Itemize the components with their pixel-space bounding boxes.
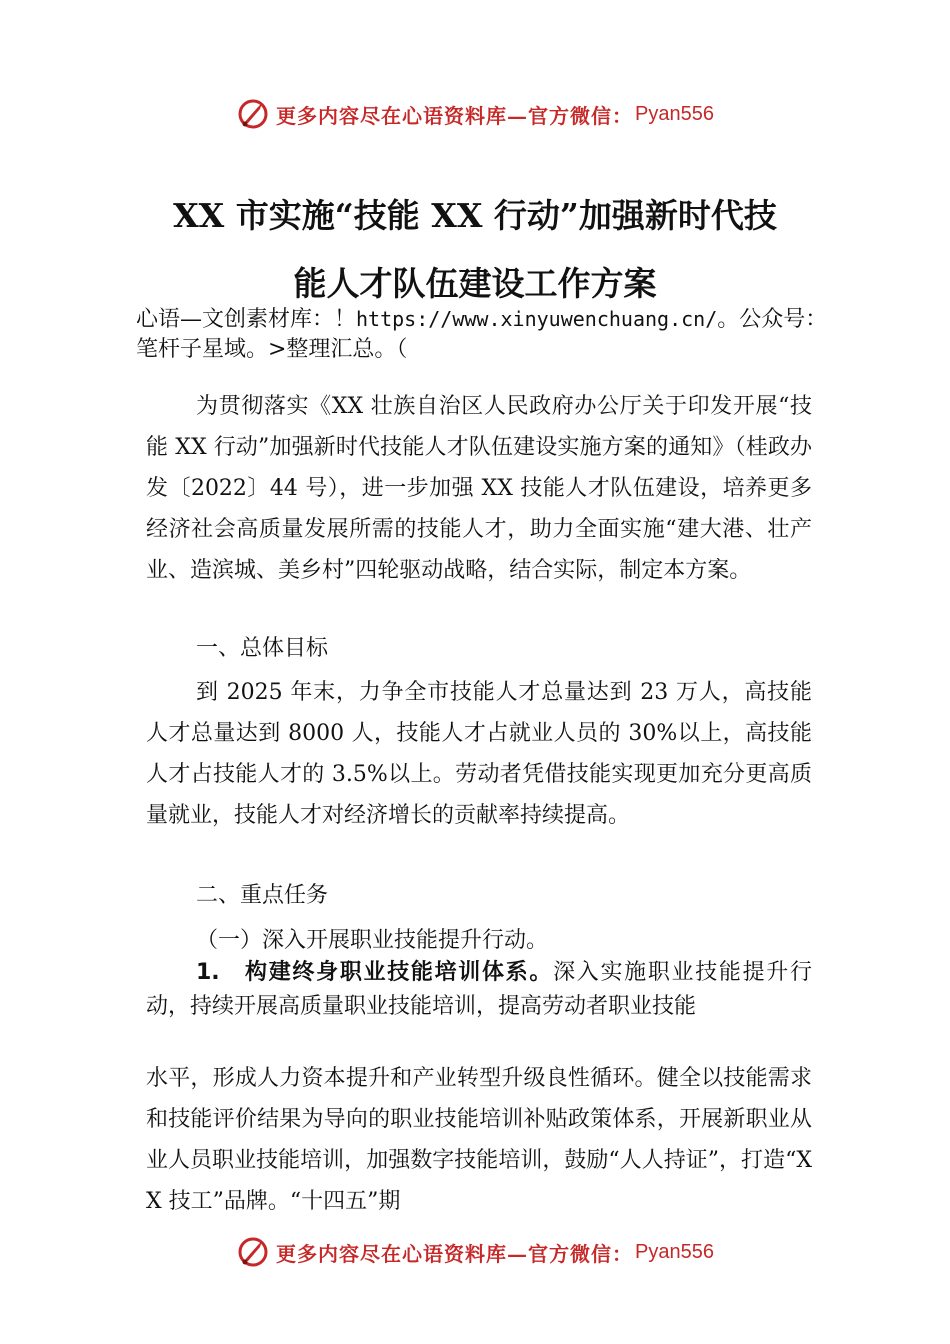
source-url[interactable]: https://www.xinyuwenchuang.cn/ — [356, 307, 718, 331]
banner-text: 更多内容尽在心语资料库—官方微信： — [276, 103, 634, 128]
banner-wechat-id: Pyan556 — [635, 1240, 714, 1263]
subsection-heading-1: （一）深入开展职业技能提升行动。 — [196, 928, 549, 953]
section-heading-overall-goal: 一、总体目标 — [196, 636, 329, 661]
paragraph-task-1-continued: 水平，形成人力资本提升和产业转型升级良性循环。健全以技能需求和技能评价结果为导向的职业技能培训补贴政策体系，开展新职业从业人员职业技能培训，加强数字技能培训，鼓励“人人持证”，打造“XX 技工”品牌。“十四五”期 — [146, 1066, 812, 1214]
task-1-lead: 1. 构建终身职业技能培训体系。 — [196, 960, 554, 985]
paragraph-goal: 到 2025 年末，力争全市技能人才总量达到 23 万人，高技能人才总量达到 8000 人，技能人才占就业人员的 30%以上，高技能人才占技能人才的 3.5%以上。劳动者凭借技能实现更加充分更高质量就业，技能人才对经济增长的贡献率持续提高。 — [146, 680, 812, 828]
paragraph-task-1 — [146, 956, 812, 1024]
banner-text: 更多内容尽在心语资料库—官方微信： — [276, 1241, 634, 1266]
banner-wechat-id: Pyan556 — [635, 102, 714, 125]
task-1-text: 深入实施职业技能提升行动，持续开展高质量职业技能培训，提高劳动者职业技能 — [146, 960, 812, 1019]
source-prefix: 心语—文创素材库：！ — [136, 307, 357, 332]
document-title-line-1: XX 市实施“技能 XX 行动”加强新时代技 — [173, 196, 777, 235]
footer-banner — [0, 1232, 950, 1272]
paragraph-intro: 为贯彻落实《XX 壮族自治区人民政府办公厅关于印发开展“技能 XX 行动”加强新时代技能人才队伍建设实施方案的通知》（桂政办发〔2022〕44 号），进一步加强 XX 技能人才队伍建设，培养更多经济社会高质量发展所需的技能人才，助力全面实施“建大港、壮产业、造滨城、美乡村”四轮驱动战略，结合实际，制定本方案。 — [146, 394, 812, 583]
source-note — [136, 304, 828, 365]
quill-circle-icon — [236, 97, 270, 131]
document-title-line-2: 能人才队伍建设工作方案 — [293, 264, 657, 303]
quill-circle-icon — [236, 1235, 270, 1269]
section-heading-key-tasks: 二、重点任务 — [196, 883, 329, 908]
source-suffix: 。公众号：笔杆子星域。>整理汇总。（ — [136, 307, 828, 362]
header-banner — [0, 94, 950, 134]
